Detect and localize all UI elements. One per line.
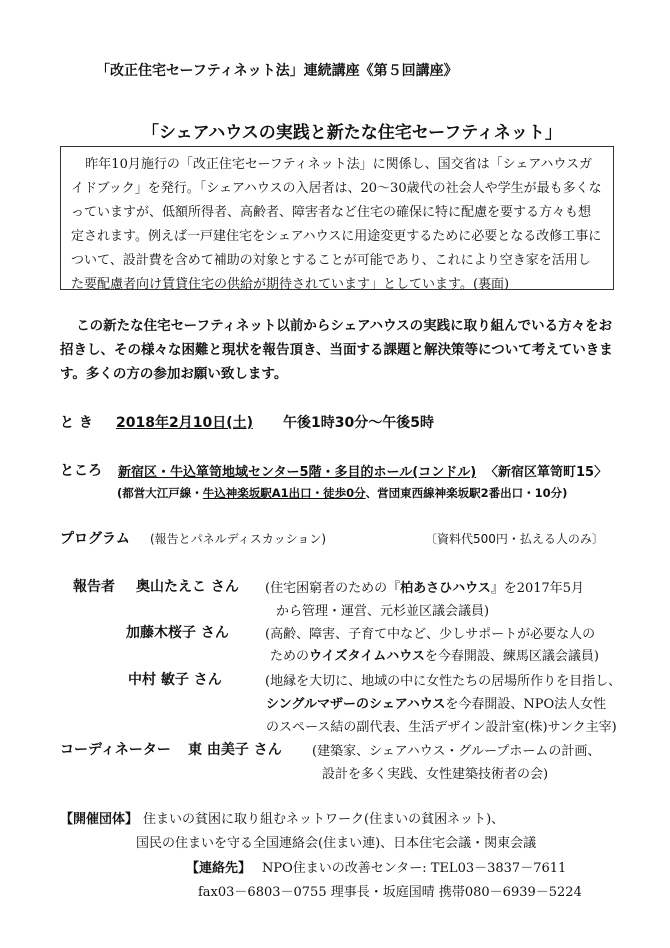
- speaker-name: 加藤木桜子 さん: [126, 625, 229, 641]
- program-label: プログラム: [60, 531, 130, 547]
- place-label: ところ: [60, 463, 102, 479]
- fee-note: 〔資料代500円・払える人のみ〕: [425, 532, 604, 546]
- contact-label: 【連絡先】: [186, 861, 252, 876]
- desc-text: を今春開設、NPO法人女性: [445, 697, 607, 712]
- lead-text: この新たな住宅セーフティネット以前からシェアハウスの実践に取り組んでいる方々をお招きし、その様々な困難と現状を報告頂き、当面する課題と解決策等について考えていきます。多くの方の参加お願い致します。: [60, 318, 613, 382]
- series-heading: 「改正住宅セーフティネット法」連続講座《第５回講座》: [96, 63, 458, 79]
- access-suffix: 、営団東西線神楽坂駅2番出口・10分): [365, 486, 568, 500]
- event-date: 2018年2月10日(土): [116, 415, 253, 431]
- speaker-desc: [265, 577, 584, 596]
- venue-address: 〈新宿区箪笥町15〉: [485, 465, 608, 480]
- intro-box: [60, 146, 614, 290]
- reporter-label: 報告者: [73, 579, 115, 595]
- house-name: 柏あさひハウス: [400, 581, 491, 596]
- access-info: [117, 485, 567, 501]
- speaker-desc: (地縁を大切に、地域の中に女性たちの居場所作りを目指し、: [265, 674, 622, 689]
- organizers-line: 住まいの貧困に取り組むネットワーク(住まいの貧困ネット)、: [143, 812, 505, 827]
- desc-text: を今春開設、練馬区議会議員): [424, 649, 599, 664]
- organizers-line: 国民の住まいを守る全国連絡会(住まい連)、日本住宅会議・関東会議: [136, 836, 537, 851]
- speaker-desc: [266, 693, 606, 712]
- access-prefix: (都営大江戸線・: [117, 486, 203, 500]
- date-label: と き: [60, 415, 93, 431]
- desc-text: 』を2017年5月: [490, 581, 585, 596]
- page-title: 「シェアハウスの実践と新たな住宅セーフティネット」: [142, 123, 562, 143]
- organizers-label: 【開催団体】: [60, 812, 139, 827]
- coordinator-desc: 設計を多く実践、女性建築技術者の会): [322, 767, 549, 782]
- lead-paragraph: [60, 314, 620, 386]
- desc-text: (住宅困窮者のための『: [265, 581, 401, 596]
- coordinator-label: コーディネーター: [60, 742, 171, 758]
- speaker-name: 中村 敏子 さん: [128, 672, 222, 688]
- speaker-desc: のスペース結の副代表、生活デザイン設計室(株)サンク主宰): [266, 720, 617, 735]
- coordinator-desc: (建築家、シェアハウス・グループホームの計画、: [312, 744, 601, 759]
- event-time: 午後1時30分～午後5時: [283, 415, 434, 431]
- venue: 新宿区・牛込箪笥地域センター5階・多目的ホール(コンドル): [118, 465, 477, 480]
- program-subtitle: (報告とパネルディスカッション): [150, 532, 327, 546]
- intro-text: 昨年10月施行の「改正住宅セーフティネット法」に関係し、国交省は「シェアハウスガイドブック」を発行。「シェアハウスの入居者は、20～30歳代の社会人や学生が最も多くなっていますが、低額所得者、高齢者、障害者など住宅の確保に特に配慮を要する方々も想定されます。例えば一戸建住宅をシェアハウスに用途変更するために必要となる改修工事について、設計費を含めて補助の対象とすることが可能であり、これにより空き家を活用した要配慮者向け賃貸住宅の供給が期待されています」としています。(裏面): [71, 157, 602, 292]
- speaker-desc: [270, 645, 599, 664]
- speaker-desc: (高齢、障害、子育て中など、少しサポートが必要な人の: [265, 627, 596, 642]
- house-name: ウイズタイムハウス: [309, 649, 425, 664]
- house-name: シングルマザーのシェアハウス: [266, 697, 446, 712]
- contact-line: fax03－6803－0755 理事長・坂庭国晴 携帯080－6939－5224: [198, 885, 582, 900]
- speaker-name: 奥山たえこ さん: [136, 579, 239, 595]
- coordinator-name: 東 由美子 さん: [188, 742, 282, 758]
- contact-line: NPO住まいの改善センター: TEL03－3837－7611: [262, 861, 567, 876]
- speaker-desc: から管理・運営、元杉並区議会議員): [276, 604, 490, 619]
- access-station: 牛込神楽坂駅A1出口・徒歩0分: [202, 486, 366, 500]
- desc-text: ための: [270, 649, 310, 664]
